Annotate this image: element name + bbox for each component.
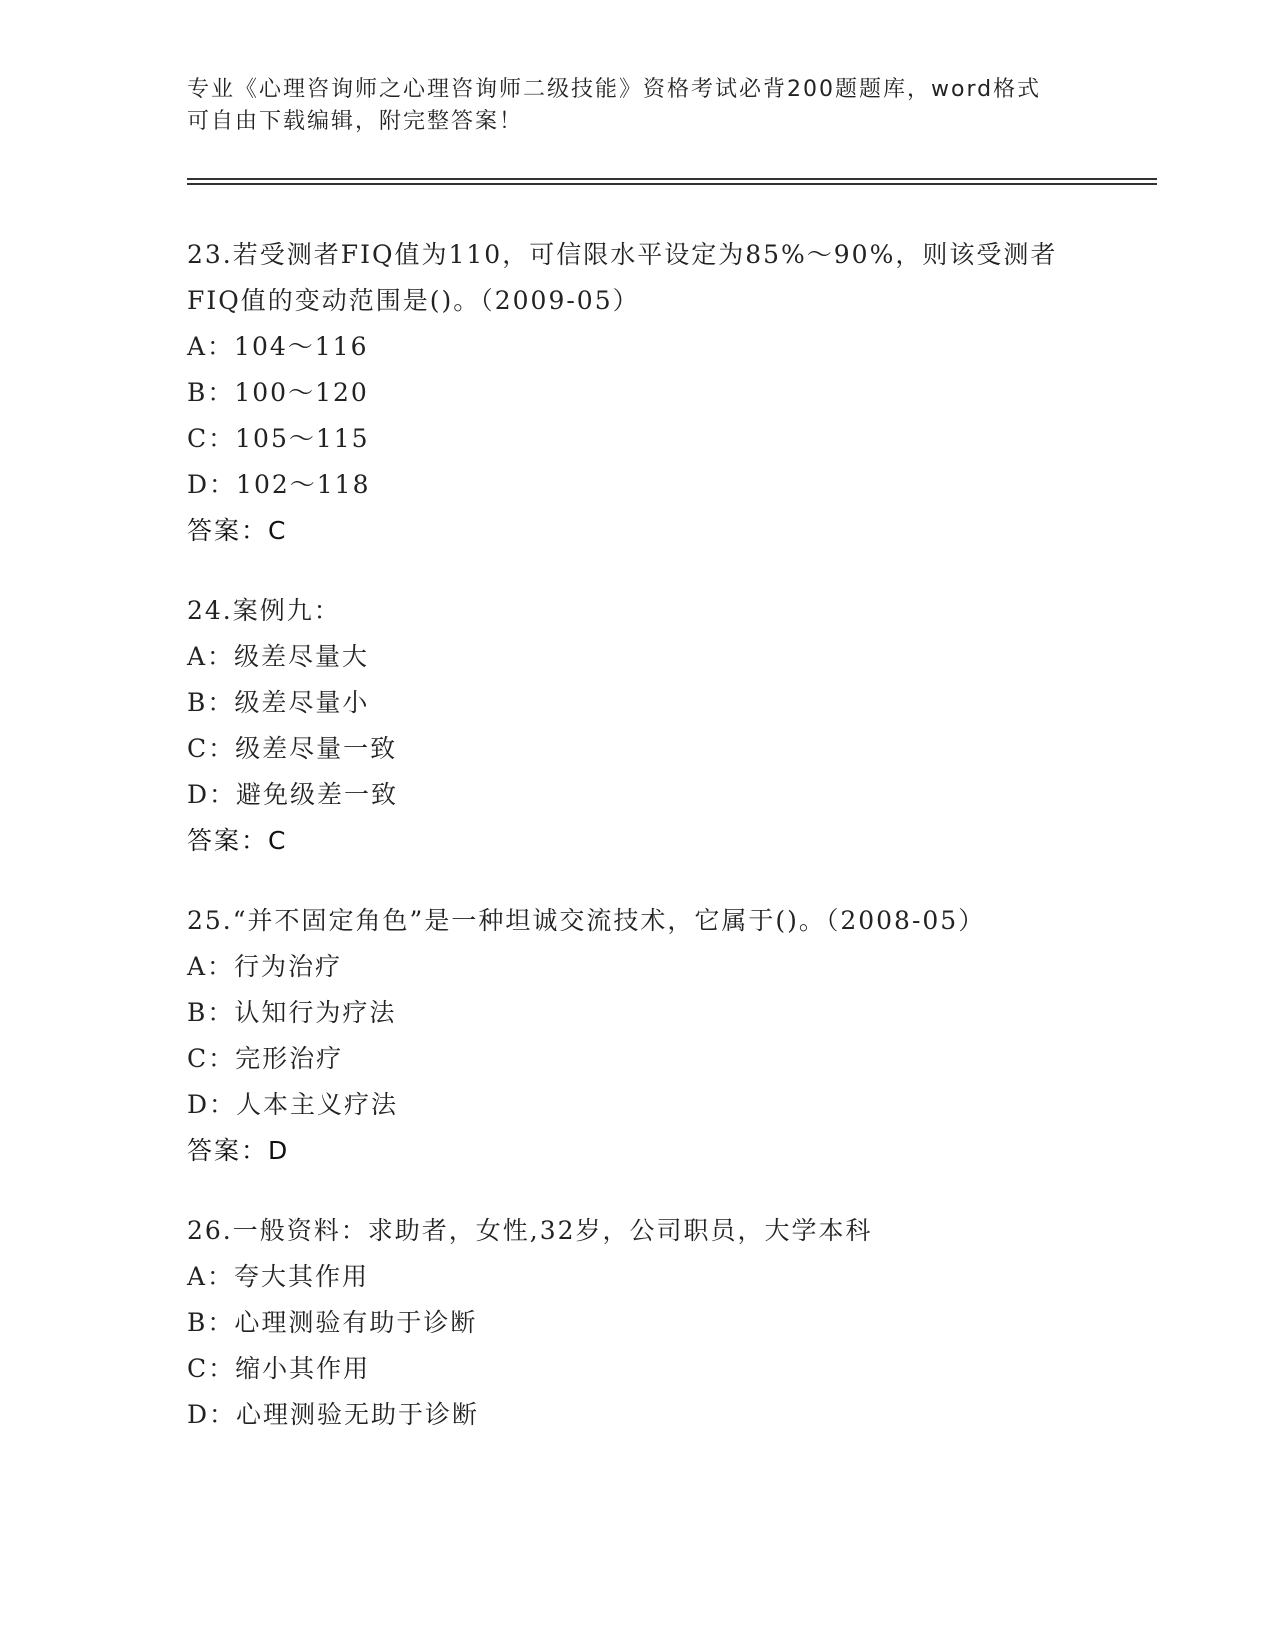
answer-line: 答案：C xyxy=(187,826,288,855)
option-b: B：认知行为疗法 xyxy=(187,998,397,1027)
header-line-1: 专业《心理咨询师之心理咨询师二级技能》资格考试必背200题题库，word格式 xyxy=(187,77,1042,102)
question-title-line: 24.案例九： xyxy=(187,596,341,625)
header-divider-top xyxy=(187,178,1157,180)
header-divider-bottom xyxy=(187,183,1157,185)
option-c: C：完形治疗 xyxy=(187,1044,344,1073)
option-c: C：105～115 xyxy=(187,424,370,453)
question-list xyxy=(187,232,1147,1472)
question-title-line: FIQ值的变动范围是()。（2009-05） xyxy=(187,286,640,315)
question-25 xyxy=(187,898,1147,1174)
header-line-2: 可自由下载编辑，附完整答案！ xyxy=(187,109,524,134)
option-a: A：级差尽量大 xyxy=(187,642,370,671)
question-title-line: 25.“并不固定角色”是一种坦诚交流技术，它属于()。（2008-05） xyxy=(187,906,986,935)
option-d: D：避免级差一致 xyxy=(187,780,399,809)
question-title-line: 23.若受测者FIQ值为110，可信限水平设定为85%～90%，则该受测者 xyxy=(187,240,1058,269)
question-title-line: 26.一般资料：求助者，女性,32岁，公司职员，大学本科 xyxy=(187,1216,873,1245)
option-b: B：级差尽量小 xyxy=(187,688,370,717)
option-a: A：行为治疗 xyxy=(187,952,343,981)
option-a: A：夸大其作用 xyxy=(187,1262,370,1291)
answer-line: 答案：C xyxy=(187,516,288,545)
option-d: D：人本主义疗法 xyxy=(187,1090,399,1119)
document-header xyxy=(187,74,1067,138)
option-c: C：缩小其作用 xyxy=(187,1354,371,1383)
option-d: D：102～118 xyxy=(187,470,371,499)
question-26 xyxy=(187,1208,1147,1438)
option-a: A：104～116 xyxy=(187,332,369,361)
question-23 xyxy=(187,232,1147,554)
answer-line: 答案：D xyxy=(187,1136,290,1165)
option-c: C：级差尽量一致 xyxy=(187,734,398,763)
option-b: B：100～120 xyxy=(187,378,369,407)
option-d: D：心理测验无助于诊断 xyxy=(187,1400,480,1429)
question-24 xyxy=(187,588,1147,864)
option-b: B：心理测验有助于诊断 xyxy=(187,1308,478,1337)
